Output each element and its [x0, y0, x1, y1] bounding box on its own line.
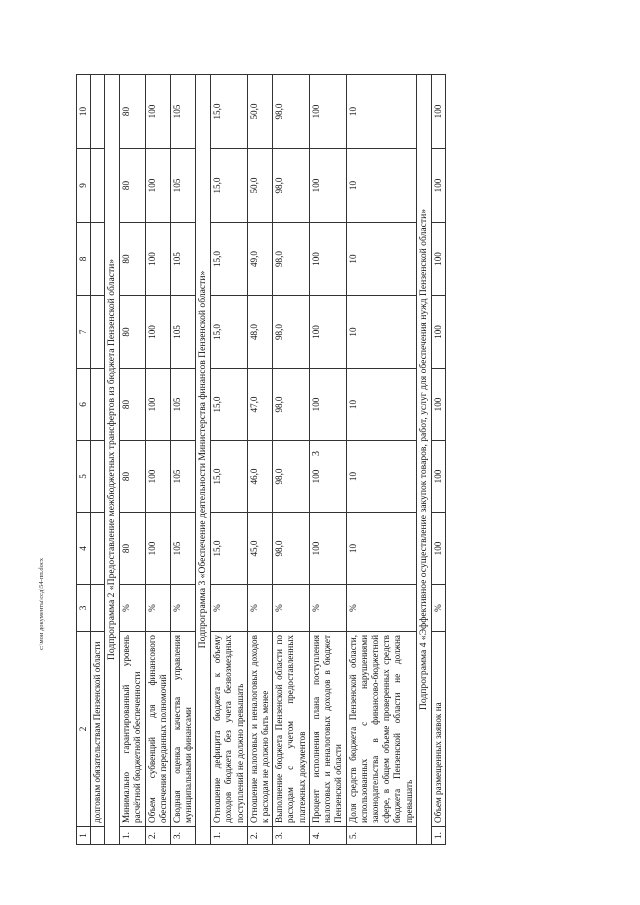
value-cell: 100: [145, 369, 170, 441]
unit-cell: %: [431, 585, 445, 632]
value-cell: 98,0: [273, 149, 310, 223]
continuation-row: [91, 75, 105, 845]
header-cell: 10: [77, 75, 91, 149]
value-cell: 100: [309, 223, 346, 296]
header-cell: 8: [77, 223, 91, 296]
value-cell: 100: [431, 513, 445, 585]
row-number: 3.: [273, 827, 310, 845]
header-cell: 5: [77, 441, 91, 513]
value-cell: 100: [431, 296, 445, 369]
value-cell: 100: [145, 441, 170, 513]
unit-cell: %: [273, 585, 310, 632]
row-number: 2.: [247, 827, 272, 845]
indicator-name: Отношение налоговых и неналоговых доходов к расходам не должно быть менее: [247, 632, 272, 827]
value-cell: 100: [431, 149, 445, 223]
indicator-name: Отношение дефицита бюджета к объему доходов бюджета без учета безвозмездных поступлений не должно превышать: [211, 632, 248, 827]
unit-cell: %: [120, 585, 145, 632]
value-cell: 15,0: [211, 223, 248, 296]
value-cell: 105: [171, 75, 196, 149]
value-cell: 100: [145, 513, 170, 585]
value-cell: 15,0: [211, 441, 248, 513]
value-cell: 98,0: [273, 223, 310, 296]
unit-cell: %: [145, 585, 170, 632]
row-number: 1.: [431, 827, 445, 845]
header-cell: 6: [77, 369, 91, 441]
indicator-name: Объем размещенных заявок на: [431, 632, 445, 827]
indicators-table: [76, 74, 446, 845]
value-cell: 10: [346, 75, 416, 149]
row-number: 1.: [120, 827, 145, 845]
value-cell: 100: [431, 223, 445, 296]
header-cell: 4: [77, 513, 91, 585]
unit-cell: %: [211, 585, 248, 632]
section-title: Подпрограмма 2 «Предоставление межбюджетных трансфертов из бюджета Пензенской области»: [105, 75, 120, 845]
value-cell: 50,0: [247, 149, 272, 223]
header-cell: 9: [77, 149, 91, 223]
value-cell: 100: [309, 513, 346, 585]
rotated-table-block: [76, 75, 446, 845]
table-row: [273, 75, 310, 845]
value-cell: 100: [309, 149, 346, 223]
table-row: [247, 75, 272, 845]
section-row: [416, 75, 431, 845]
indicator-name: долговым обязательствам Пензенской области: [91, 632, 105, 827]
indicator-name: Сводная оценка качества управления муниципальными финансами: [171, 632, 196, 827]
table-row: [211, 75, 248, 845]
value-cell: 80: [120, 75, 145, 149]
indicator-name: Выполнение бюджета Пензенской области по расходам с учетом предоставленных платежных документов: [273, 632, 310, 827]
table-body: [77, 75, 446, 845]
value-cell: 10: [346, 223, 416, 296]
footer-file-path: c:\мои документы\ссд\54-пп.docx: [38, 557, 45, 650]
indicator-name: Доля средств бюджета Пензенской области, использованных с нарушениями законодательства в финансово-бюджетной сфере, в общем объеме проверенных средств бюджета Пензенской области не должна превышать: [346, 632, 416, 827]
header-cell: 1: [77, 827, 91, 845]
table-row: [171, 75, 196, 845]
value-cell: 15,0: [211, 149, 248, 223]
header-cell: 2: [77, 632, 91, 827]
value-cell: 100: [309, 369, 346, 441]
value-cell: 47,0: [247, 369, 272, 441]
value-cell: 100: [145, 296, 170, 369]
page-number: 3: [311, 451, 322, 456]
value-cell: 100: [145, 75, 170, 149]
header-cell: 3: [77, 585, 91, 632]
unit-cell: %: [247, 585, 272, 632]
value-cell: 100: [145, 223, 170, 296]
unit-cell: %: [346, 585, 416, 632]
value-cell: 10: [346, 149, 416, 223]
value-cell: 98,0: [273, 296, 310, 369]
value-cell: 100: [309, 296, 346, 369]
value-cell: 98,0: [273, 513, 310, 585]
value-cell: 10: [346, 441, 416, 513]
value-cell: 105: [171, 223, 196, 296]
indicator-name: Процент исполнения плана поступления налоговых и неналоговых доходов в бюджет Пензенской области: [309, 632, 346, 827]
value-cell: 48,0: [247, 296, 272, 369]
section-title: Подпрограмма 4 «Эффективное осуществление закупок товаров, работ, услуг для обеспечения нужд Пензенской области»: [416, 75, 431, 845]
section-row: [196, 75, 211, 845]
value-cell: 80: [120, 441, 145, 513]
value-cell: 10: [346, 513, 416, 585]
table-row: [145, 75, 170, 845]
row-number: 5.: [346, 827, 416, 845]
value-cell: 100: [145, 149, 170, 223]
row-number: 3.: [171, 827, 196, 845]
value-cell: 80: [120, 149, 145, 223]
value-cell: 15,0: [211, 513, 248, 585]
unit-cell: %: [309, 585, 346, 632]
value-cell: 80: [120, 369, 145, 441]
value-cell: 98,0: [273, 369, 310, 441]
value-cell: 80: [120, 513, 145, 585]
value-cell: 45,0: [247, 513, 272, 585]
indicator-name: Минимально гарантированный уровень расчётной бюджетной обеспеченности: [120, 632, 145, 827]
value-cell: 10: [346, 369, 416, 441]
value-cell: 80: [120, 296, 145, 369]
unit-cell: %: [171, 585, 196, 632]
value-cell: 15,0: [211, 75, 248, 149]
table-row: [346, 75, 416, 845]
table-row: [309, 75, 346, 845]
value-cell: 100: [309, 75, 346, 149]
row-number: 2.: [145, 827, 170, 845]
value-cell: 105: [171, 369, 196, 441]
value-cell: 49,0: [247, 223, 272, 296]
row-number: 1.: [211, 827, 248, 845]
value-cell: 98,0: [273, 441, 310, 513]
value-cell: 15,0: [211, 369, 248, 441]
value-cell: 105: [171, 296, 196, 369]
header-cell: 7: [77, 296, 91, 369]
value-cell: 15,0: [211, 296, 248, 369]
value-cell: 105: [171, 513, 196, 585]
section-row: [105, 75, 120, 845]
value-cell: 10: [346, 296, 416, 369]
row-number: 4.: [309, 827, 346, 845]
value-cell: 100: [431, 75, 445, 149]
value-cell: 100: [431, 369, 445, 441]
table-row: [431, 75, 445, 845]
value-cell: 80: [120, 223, 145, 296]
value-cell: 98,0: [273, 75, 310, 149]
value-cell: 100: [431, 441, 445, 513]
value-cell: 105: [171, 149, 196, 223]
header-row: [77, 75, 91, 845]
table-row: [120, 75, 145, 845]
value-cell: 46,0: [247, 441, 272, 513]
section-title: Подпрограмма 3 «Обеспечение деятельности Министерства финансов Пензенской области»: [196, 75, 211, 845]
value-cell: 50,0: [247, 75, 272, 149]
indicator-name: Объем субвенций для финансового обеспечения переданных полномочий: [145, 632, 170, 827]
value-cell: 105: [171, 441, 196, 513]
value-cell: 100: [309, 441, 346, 513]
